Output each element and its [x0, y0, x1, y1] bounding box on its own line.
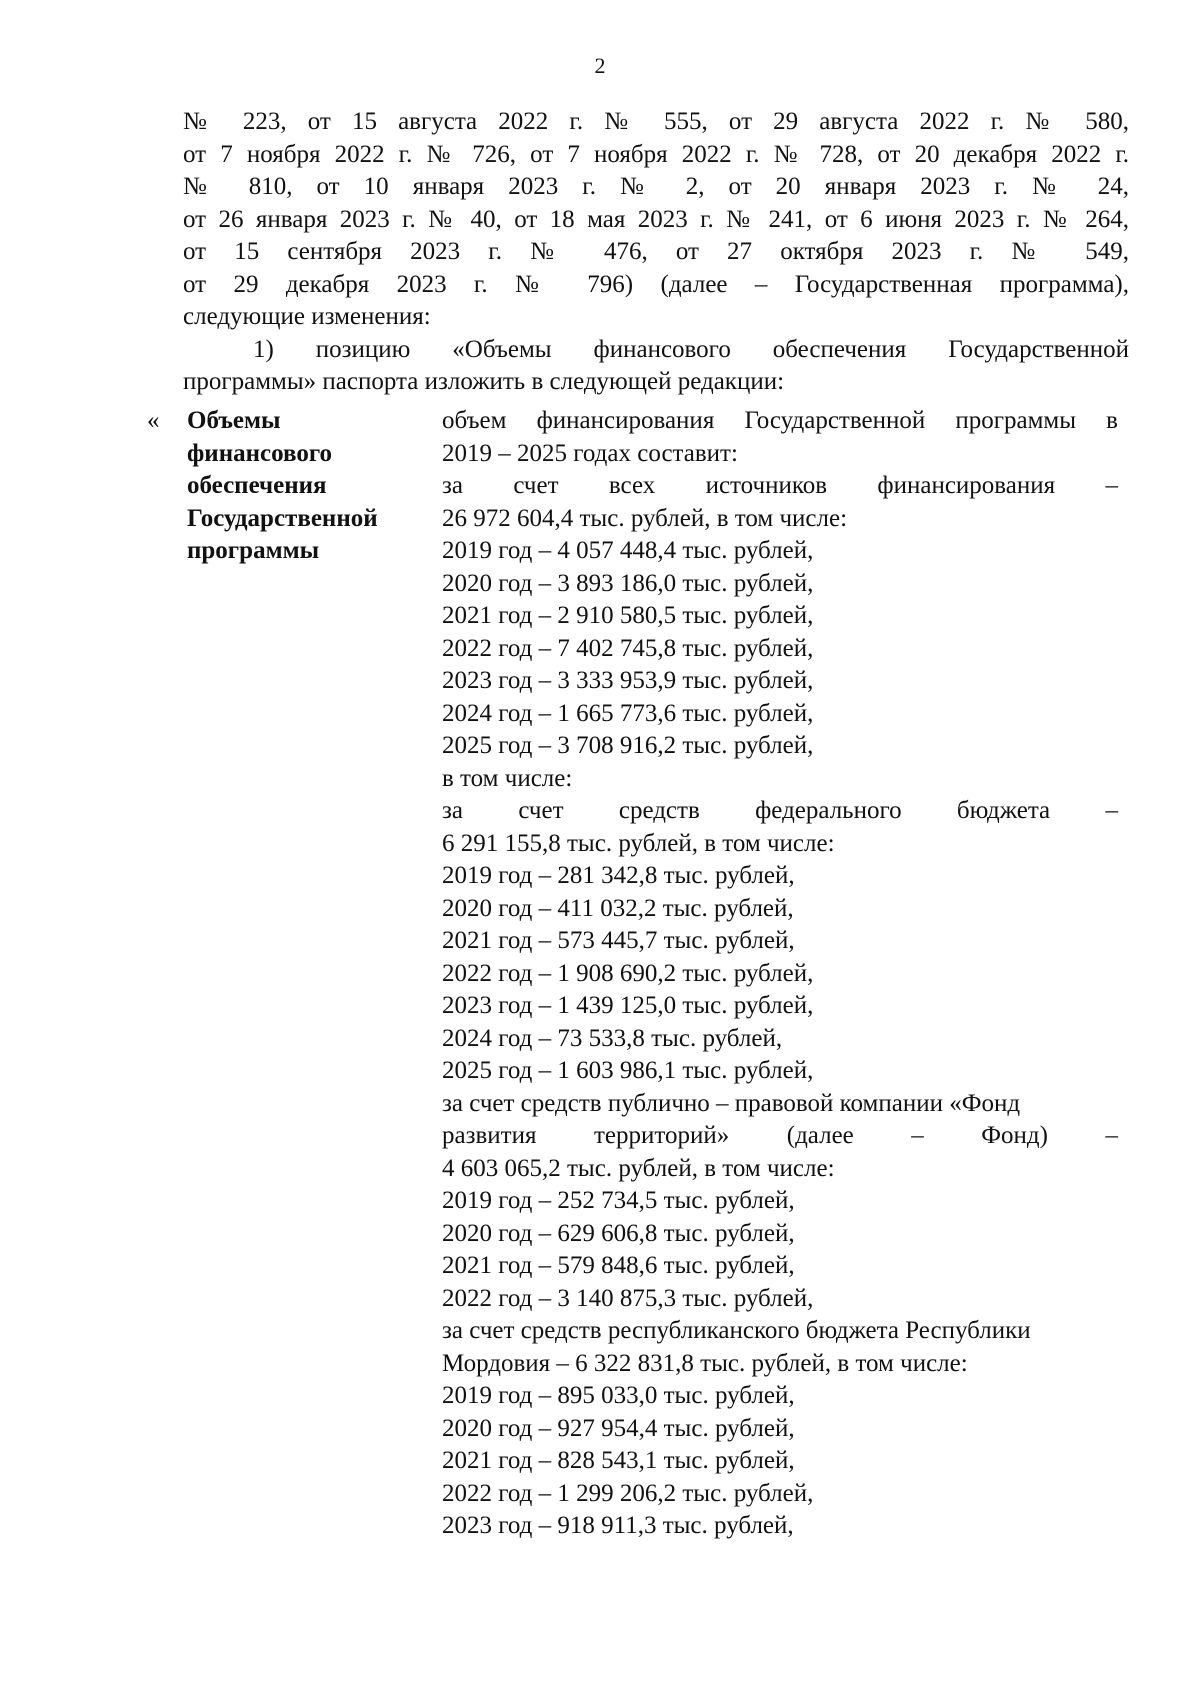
- content-line: за счет средств федерального бюджета –: [442, 797, 1118, 824]
- content-line: за счет средств республиканского бюджета Республики: [442, 1317, 1031, 1344]
- content-line: 2023 год – 918 911,3 тыс. рублей,: [442, 1512, 794, 1539]
- content-line: 26 972 604,4 тыс. рублей, в том числе:: [442, 504, 848, 532]
- page-number: 2: [594, 53, 606, 78]
- intro-line: от 29 декабря 2023 г. № 796) (далее – Государственная программа),: [183, 270, 1129, 298]
- content-line: 2023 год – 1 439 125,0 тыс. рублей,: [442, 992, 814, 1019]
- content-line: 2021 год – 579 848,6 тыс. рублей,: [442, 1252, 795, 1279]
- intro-text: [183, 106, 1129, 399]
- passport-position-label: [187, 405, 427, 568]
- content-line: 2020 год – 411 032,2 тыс. рублей,: [442, 894, 794, 922]
- intro-line: № 810, от 10 января 2023 г. № 2, от 20 января 2023 г. № 24,: [183, 173, 1129, 200]
- opening-quote: «: [147, 407, 160, 434]
- content-line: 2019 год – 281 342,8 тыс. рублей,: [442, 862, 795, 889]
- content-line: 2021 год – 828 543,1 тыс. рублей,: [442, 1447, 795, 1474]
- label-line: программы: [187, 537, 320, 564]
- label-line: Государственной: [187, 504, 378, 532]
- content-line: 2019 – 2025 годах составит:: [442, 439, 738, 467]
- content-line: 2020 год – 3 893 186,0 тыс. рублей,: [442, 569, 814, 597]
- content-line: 2021 год – 2 910 580,5 тыс. рублей,: [442, 602, 814, 629]
- content-line: 2022 год – 1 908 690,2 тыс. рублей,: [442, 959, 814, 987]
- content-line: 2020 год – 927 954,4 тыс. рублей,: [442, 1414, 795, 1442]
- content-line: 2019 год – 252 734,5 тыс. рублей,: [442, 1187, 795, 1214]
- intro-line: № 223, от 15 августа 2022 г. № 555, от 29 августа 2022 г. № 580,: [183, 108, 1129, 135]
- content-line: 2021 год – 573 445,7 тыс. рублей,: [442, 927, 795, 954]
- content-line: 2022 год – 7 402 745,8 тыс. рублей,: [442, 634, 814, 662]
- intro-line: от 7 ноября 2022 г. № 726, от 7 ноября 2022 г. № 728, от 20 декабря 2022 г.: [183, 140, 1129, 168]
- content-line: 2025 год – 3 708 916,2 тыс. рублей,: [442, 732, 814, 759]
- content-line: объем финансирования Государственной программы в: [442, 407, 1118, 434]
- intro-line: от 26 января 2023 г. № 40, от 18 мая 2023 г. № 241, от 6 июня 2023 г. № 264,: [183, 205, 1129, 233]
- content-line: 6 291 155,8 тыс. рублей, в том числе:: [442, 829, 835, 857]
- content-line: 2025 год – 1 603 986,1 тыс. рублей,: [442, 1057, 814, 1084]
- item-1-line: 1) позицию «Объемы финансового обеспечения Государственной: [253, 335, 1129, 363]
- content-line: за счет средств публично – правовой компании «Фонд: [442, 1089, 1021, 1117]
- label-line: обеспечения: [187, 472, 327, 499]
- content-line: 4 603 065,2 тыс. рублей, в том числе:: [442, 1154, 835, 1182]
- content-line: 2019 год – 4 057 448,4 тыс. рублей,: [442, 537, 814, 564]
- content-line: 2024 год – 1 665 773,6 тыс. рублей,: [442, 699, 814, 727]
- content-line: в том числе:: [442, 764, 573, 792]
- content-line: 2024 год – 73 533,8 тыс. рублей,: [442, 1024, 783, 1052]
- content-line: 2019 год – 895 033,0 тыс. рублей,: [442, 1382, 795, 1409]
- passport-position-content: [442, 405, 1118, 1543]
- label-line: финансового: [187, 439, 333, 467]
- content-line: 2023 год – 3 333 953,9 тыс. рублей,: [442, 667, 814, 694]
- label-line: Объемы: [187, 407, 281, 434]
- content-line: Мордовия – 6 322 831,8 тыс. рублей, в том числе:: [442, 1349, 968, 1377]
- intro-line: от 15 сентября 2023 г. № 476, от 27 октября 2023 г. № 549,: [183, 238, 1129, 265]
- content-line: за счет всех источников финансирования –: [442, 472, 1118, 499]
- content-line: развития территорий» (далее – Фонд) –: [442, 1122, 1118, 1149]
- intro-line: следующие изменения:: [183, 303, 431, 330]
- content-line: 2022 год – 3 140 875,3 тыс. рублей,: [442, 1284, 814, 1312]
- content-line: 2020 год – 629 606,8 тыс. рублей,: [442, 1219, 795, 1247]
- content-line: 2022 год – 1 299 206,2 тыс. рублей,: [442, 1479, 814, 1507]
- item-1-line: программы» паспорта изложить в следующей редакции:: [183, 368, 785, 395]
